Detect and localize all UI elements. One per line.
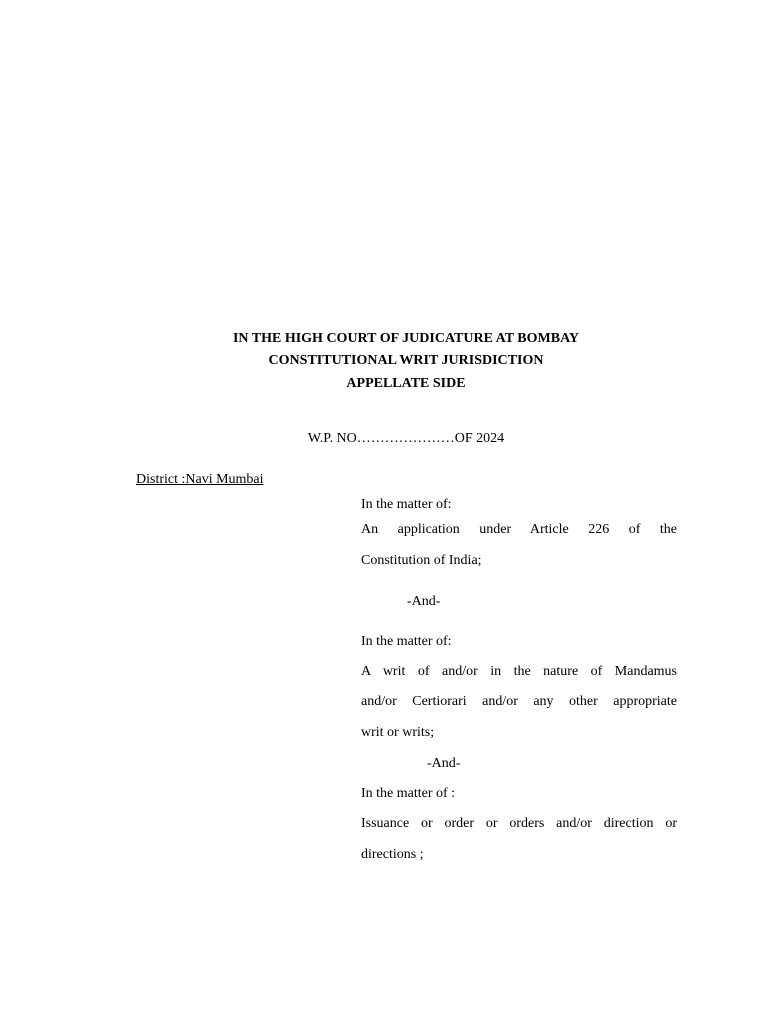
matter-2-line-2: and/or Certiorari and/or any other appropriate — [361, 694, 677, 709]
matter-1-intro: In the matter of: — [361, 497, 452, 512]
matter-2-intro: In the matter of: — [361, 634, 452, 649]
matter-1-line-1: An application under Article 226 of the — [361, 522, 677, 537]
matter-3-line-1: Issuance or order or orders and/or direction or — [361, 816, 677, 831]
matter-2-line-1: A writ of and/or in the nature of Mandamus — [361, 664, 677, 679]
matter-3-intro: In the matter of : — [361, 786, 456, 801]
and-separator-2: -And- — [427, 756, 461, 771]
court-name-heading: IN THE HIGH COURT OF JUDICATURE AT BOMBAY — [232, 331, 580, 346]
and-separator-1: -And- — [407, 594, 441, 609]
matter-2-line-3: writ or writs; — [361, 725, 435, 740]
petition-number: W.P. NO…………………OF 2024 — [307, 431, 505, 446]
district-label: District :Navi Mumbai — [136, 472, 264, 487]
matter-3-line-2: directions ; — [361, 847, 424, 862]
jurisdiction-heading: CONSTITUTIONAL WRIT JURISDICTION — [268, 353, 544, 368]
matter-1-line-2: Constitution of India; — [361, 553, 482, 568]
side-heading: APPELLATE SIDE — [346, 376, 466, 391]
